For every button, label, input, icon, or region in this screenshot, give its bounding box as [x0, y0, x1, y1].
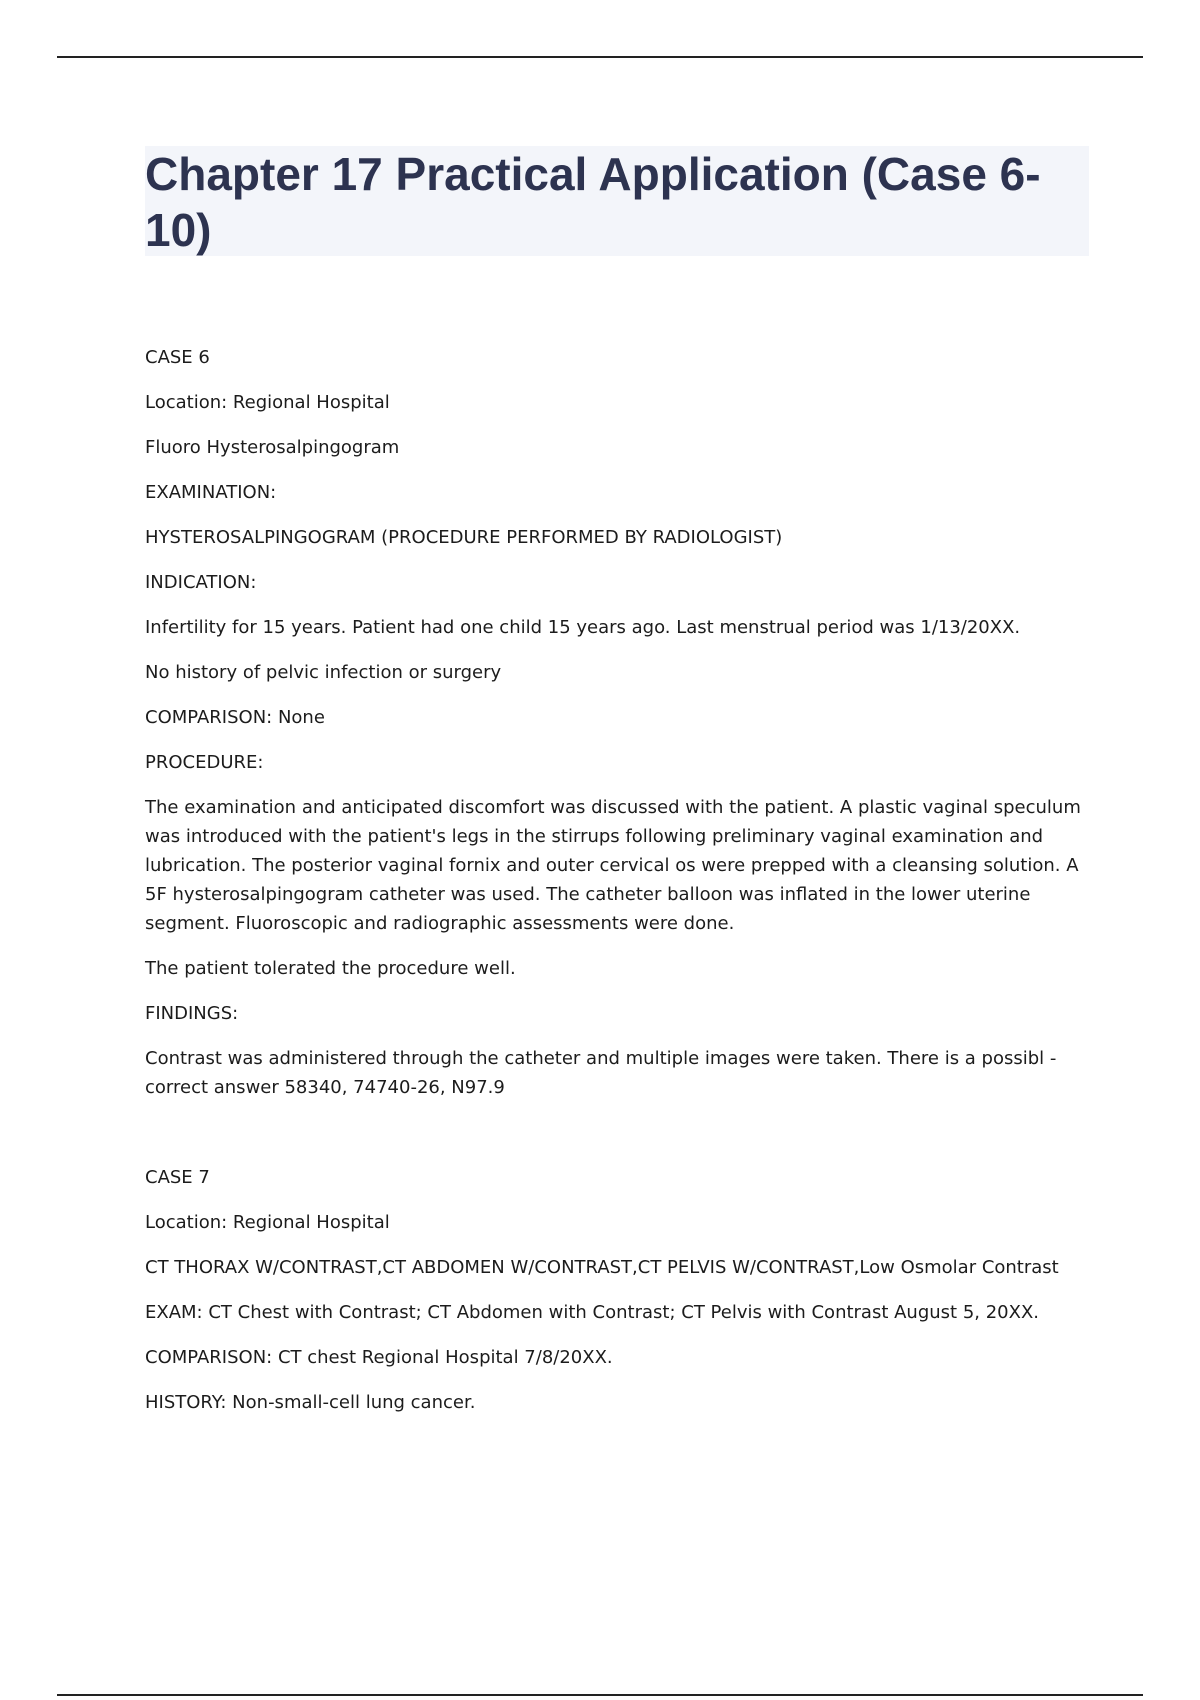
procedure-text: The examination and anticipated discomfort was discussed with the patient. A plastic vaginal speculum was introduced with the patient's legs in the stirrups following preliminary vaginal examination and lubrication. The posterior vaginal fornix and outer cervical os were prepped with a cleansing solution. A 5F hysterosalpingogram catheter was used. The catheter balloon was inflated in the lower uterine segment. Fluoroscopic and radiographic assessments were done. [145, 797, 1081, 934]
findings-label: FINDINGS: [145, 1003, 239, 1024]
case-heading: CASE 7 [145, 1167, 210, 1188]
tolerance-text: The patient tolerated the procedure well. [145, 958, 516, 979]
examination-label: EXAMINATION: [145, 482, 277, 503]
case-7-section [145, 1163, 1089, 1417]
examination-value: HYSTEROSALPINGOGRAM (PROCEDURE PERFORMED BY RADIOLOGIST) [145, 527, 783, 548]
exam-text: EXAM: CT Chest with Contrast; CT Abdomen with Contrast; CT Pelvis with Contrast August 5, 20XX. [145, 1302, 1040, 1323]
procedure-label: PROCEDURE: [145, 752, 264, 773]
case-heading: CASE 6 [145, 347, 210, 368]
location-text: Location: Regional Hospital [145, 392, 390, 413]
case-6-section [145, 343, 1089, 1102]
history-note: No history of pelvic infection or surgery [145, 662, 502, 683]
title-block [145, 146, 1089, 256]
comparison-text: COMPARISON: CT chest Regional Hospital 7/8/20XX. [145, 1347, 613, 1368]
page-title: Chapter 17 Practical Application (Case 6-10) [145, 148, 1041, 256]
exam-type-text: Fluoro Hysterosalpingogram [145, 437, 400, 458]
document-body [145, 343, 1089, 1433]
history-text: HISTORY: Non-small-cell lung cancer. [145, 1392, 476, 1413]
section-spacer [145, 1118, 1089, 1163]
order-text: CT THORAX W/CONTRAST,CT ABDOMEN W/CONTRAST,CT PELVIS W/CONTRAST,Low Osmolar Contrast [145, 1257, 1059, 1278]
findings-text: Contrast was administered through the catheter and multiple images were taken. There is a possibl - correct answer 58340, 74740-26, N97.9 [145, 1048, 1057, 1098]
top-rule [57, 56, 1143, 58]
location-text: Location: Regional Hospital [145, 1212, 390, 1233]
indication-label: INDICATION: [145, 572, 257, 593]
bottom-rule [57, 1694, 1143, 1696]
indication-value: Infertility for 15 years. Patient had one child 15 years ago. Last menstrual period was 1/13/20XX. [145, 617, 1021, 638]
comparison-text: COMPARISON: None [145, 707, 325, 728]
